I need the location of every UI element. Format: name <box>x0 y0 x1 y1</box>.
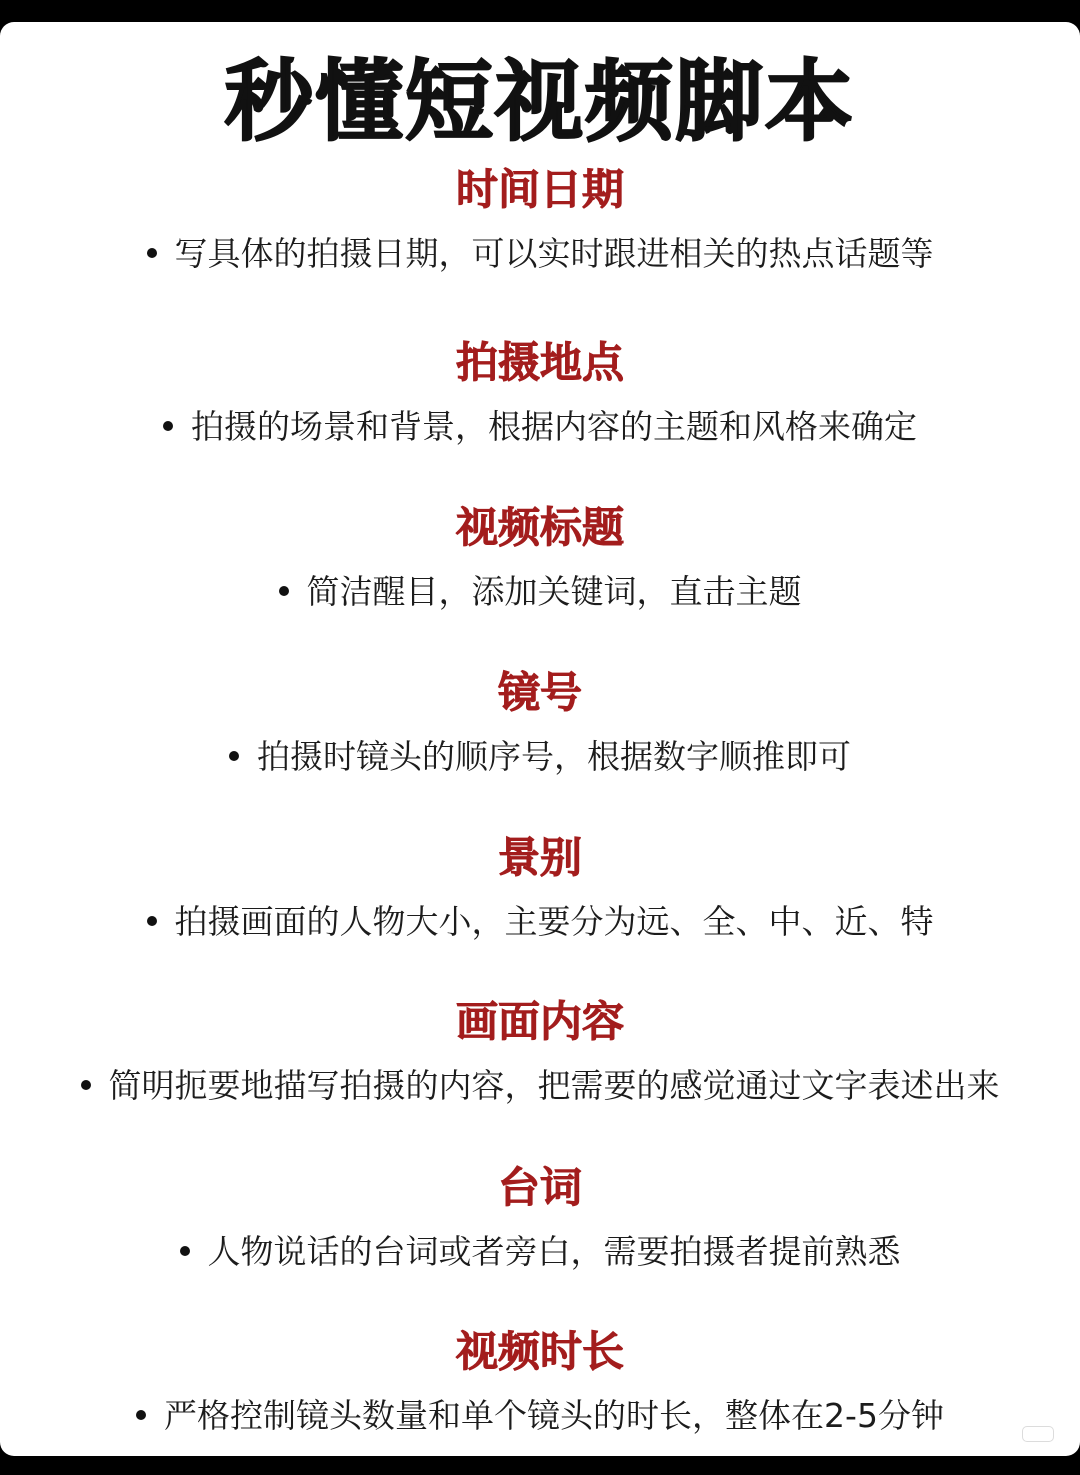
section-description <box>0 900 1080 944</box>
section-heading: 视频时长 <box>455 1327 624 1376</box>
section-description <box>0 570 1080 614</box>
section-description-text: 拍摄时镜头的顺序号，根据数字顺推即可 <box>257 737 851 776</box>
section-heading: 时间日期 <box>455 165 624 214</box>
section-lines <box>0 1160 1080 1274</box>
section-description-text: 简洁醒目，添加关键词，直击主题 <box>306 572 802 611</box>
section-date <box>0 162 1080 276</box>
section-description-text: 拍摄画面的人物大小，主要分为远、全、中、近、特 <box>174 902 934 941</box>
section-description-text: 写具体的拍摄日期，可以实时跟进相关的热点话题等 <box>174 234 934 273</box>
section-description <box>0 735 1080 779</box>
bullet-icon <box>279 586 289 596</box>
bullet-icon <box>163 421 173 431</box>
section-heading: 视频标题 <box>455 503 624 552</box>
section-heading: 画面内容 <box>455 997 624 1046</box>
section-description <box>0 232 1080 276</box>
section-heading: 台词 <box>497 1163 582 1212</box>
section-description-text: 严格控制镜头数量和单个镜头的时长，整体在2-5分钟 <box>164 1396 944 1435</box>
bullet-icon <box>229 751 239 761</box>
bullet-icon <box>81 1080 91 1090</box>
watermark-logo-icon <box>1022 1426 1054 1442</box>
section-shot-size <box>0 830 1080 944</box>
bullet-icon <box>136 1410 146 1420</box>
bullet-icon <box>180 1246 190 1256</box>
section-description-text: 人物说话的台词或者旁白，需要拍摄者提前熟悉 <box>207 1232 901 1271</box>
bullet-icon <box>147 248 157 258</box>
section-scene-content <box>0 994 1080 1108</box>
section-shot-number <box>0 665 1080 779</box>
section-heading: 拍摄地点 <box>455 338 624 387</box>
document-page <box>0 22 1080 1456</box>
section-heading: 镜号 <box>497 668 582 717</box>
section-description-text: 简明扼要地描写拍摄的内容，把需要的感觉通过文字表述出来 <box>108 1066 1000 1105</box>
section-video-title <box>0 500 1080 614</box>
bullet-icon <box>147 916 157 926</box>
section-location <box>0 335 1080 449</box>
section-description <box>0 405 1080 449</box>
section-duration <box>0 1324 1080 1438</box>
section-description <box>0 1064 1080 1108</box>
section-description <box>0 1394 1080 1438</box>
page-title: 秒懂短视频脚本 <box>224 50 855 153</box>
section-description <box>0 1230 1080 1274</box>
section-description-text: 拍摄的场景和背景，根据内容的主题和风格来确定 <box>191 407 917 446</box>
section-heading: 景别 <box>497 833 582 882</box>
